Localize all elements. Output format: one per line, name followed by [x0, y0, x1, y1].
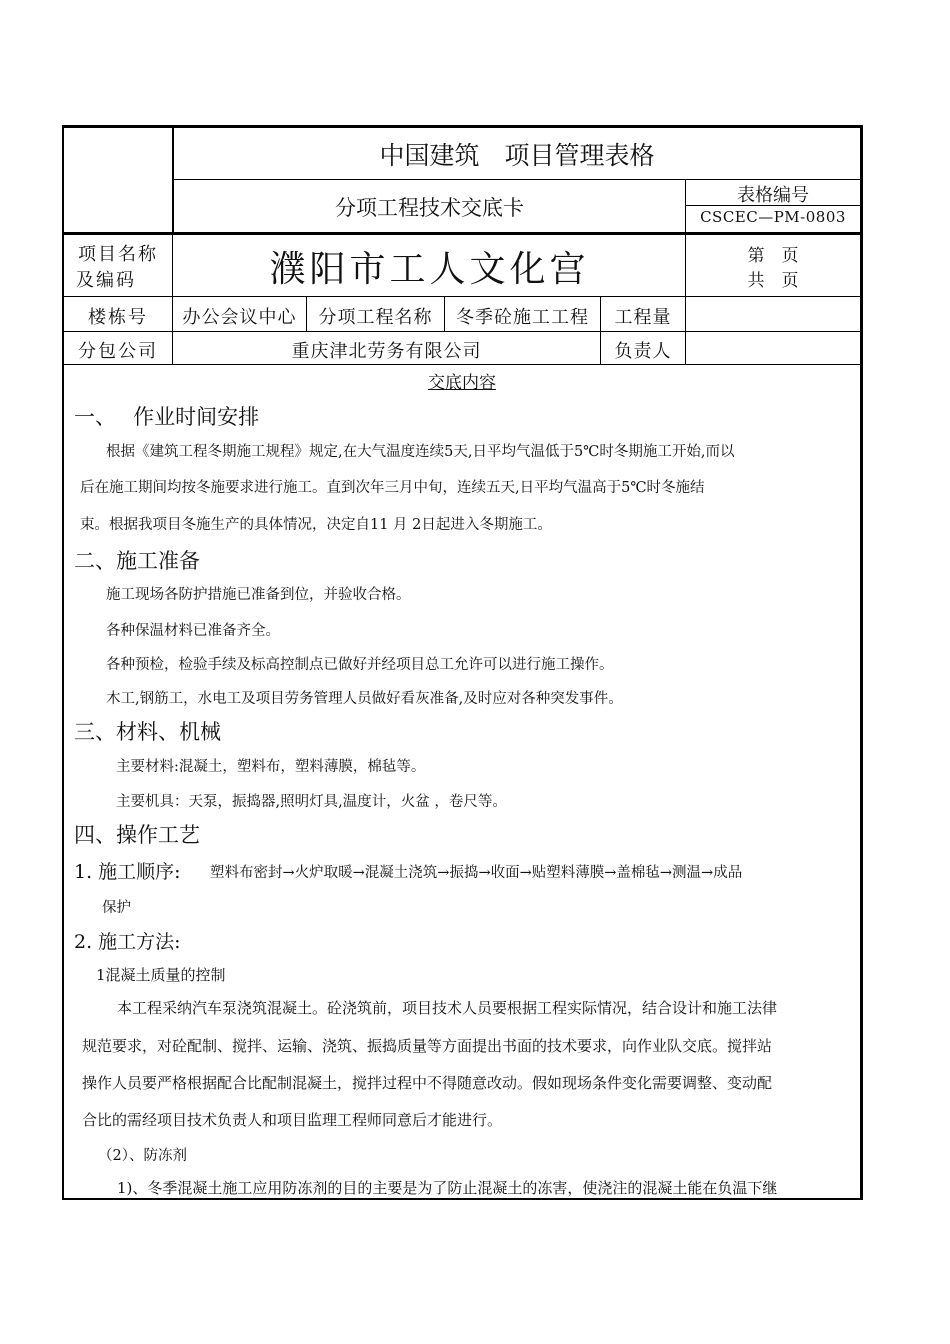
- section-4-2-paragraph-line2: 规范要求，对砼配制、搅拌、运输、浇筑、振捣质量等方面提出书面的技术要求，向作业队交底。搅拌站: [82, 1037, 773, 1055]
- content-title: 交底内容: [428, 373, 496, 393]
- form-number-label: 表格编号: [737, 185, 809, 206]
- section-4-1-label: 1. 施工顺序:: [74, 861, 181, 883]
- section-4-2-sub2: （2）、防冻剂: [98, 1148, 187, 1164]
- project-label-line2: 及编码: [76, 270, 136, 291]
- building-label: 楼栋号: [88, 307, 148, 328]
- section-2-title: 二、施工准备: [74, 549, 200, 573]
- section-4-1-sequence-cont: 保护: [102, 900, 131, 916]
- section-3-materials: 主要材料:混凝土，塑料布，塑料薄膜，棉毡等。: [116, 759, 426, 775]
- quantity-label: 工程量: [614, 307, 672, 328]
- section-2-item-1: 施工现场各防护措施已准备到位，并验收合格。: [106, 587, 411, 603]
- section-4-2-label: 2. 施工方法:: [74, 931, 181, 953]
- section-4-2-paragraph-line5: 1)、冬季混凝土施工应用防冻剂的目的主要是为了防止混凝土的冻害，使浇注的混凝土能在负温下继: [117, 1179, 778, 1197]
- section-1-title: 一、 作业时间安排: [74, 405, 260, 429]
- section-2-item-3: 各种预检，检验手续及标高控制点已做好并经项目总工允许可以进行施工操作。: [106, 657, 614, 673]
- form-title: 中国建筑 项目管理表格: [379, 141, 655, 170]
- content-bottom-line: [62, 1198, 863, 1200]
- table-border-right: [860, 125, 863, 1200]
- building-value: 办公会议中心: [182, 307, 297, 328]
- page-total-label: 共 页: [747, 271, 799, 291]
- row-building-bottom: [62, 331, 863, 332]
- section-1-paragraph-line1: 根据《建筑工程冬期施工规程》规定,在大气温度连续5天,日平均气温低于5℃时冬期施工开始,而以: [106, 444, 735, 460]
- form-subtitle: 分项工程技术交底卡: [335, 196, 524, 220]
- header-mid-line: [172, 179, 863, 180]
- table-header-bottom: [62, 232, 863, 235]
- section-4-1-sequence: 塑料布密封→火炉取暖→混凝土浇筑→振捣→收面→贴塑料薄膜→盖棉毡→测温→成品: [210, 865, 743, 881]
- section-3-equipment: 主要机具：天泵，振捣器,照明灯具,温度计，火盆 ，卷尺等。: [116, 794, 507, 810]
- section-1-paragraph-line2: 后在施工期间均按冬施要求进行施工。直到次年三月中旬，连续五天,日平均气温高于5℃时冬施结: [80, 480, 705, 496]
- section-4-2-paragraph-line1: 本工程采纳汽车泵浇筑混凝土。砼浇筑前，项目技术人员要根据工程实际情况，结合设计和施工法律: [117, 999, 778, 1017]
- row-sub-bottom: [62, 364, 863, 365]
- project-label-line1: 项目名称: [78, 244, 158, 265]
- section-2-item-4: 木工,钢筋工，水电工及项目劳务管理人员做好看灰准备,及时应对各种突发事件。: [106, 691, 623, 707]
- row-project-bottom: [62, 296, 863, 297]
- table-border-top: [62, 125, 863, 128]
- subcontractor-label: 分包公司: [78, 341, 158, 362]
- project-name: 濮阳市工人文化宫: [269, 249, 590, 290]
- subproject-label: 分项工程名称: [318, 307, 433, 328]
- section-4-title: 四、操作工艺: [74, 823, 200, 847]
- section-4-2-sub1: 1混凝土质量的控制: [96, 966, 226, 984]
- owner-label: 负责人: [614, 341, 672, 362]
- page-number-label: 第 页: [747, 246, 799, 266]
- subcontractor-value: 重庆津北劳务有限公司: [291, 341, 482, 362]
- section-4-2-paragraph-line4: 合比的需经项目技术负责人和项目监理工程师同意后才能进行。: [82, 1111, 503, 1129]
- subproject-value: 冬季砼施工工程: [456, 307, 589, 328]
- section-4-2-paragraph-line3: 操作人员要严格根据配合比配制混凝土，搅拌过程中不得随意改动。假如现场条件变化需要调整、变动配: [82, 1074, 773, 1092]
- section-1-paragraph-line3: 束。根据我项目冬施生产的具体情况，决定自11 月 2日起进入冬期施工。: [80, 517, 552, 533]
- form-number: CSCEC—PM-0803: [700, 208, 846, 226]
- section-3-title: 三、材料、机械: [74, 720, 221, 744]
- section-2-item-2: 各种保温材料已准备齐全。: [106, 623, 280, 639]
